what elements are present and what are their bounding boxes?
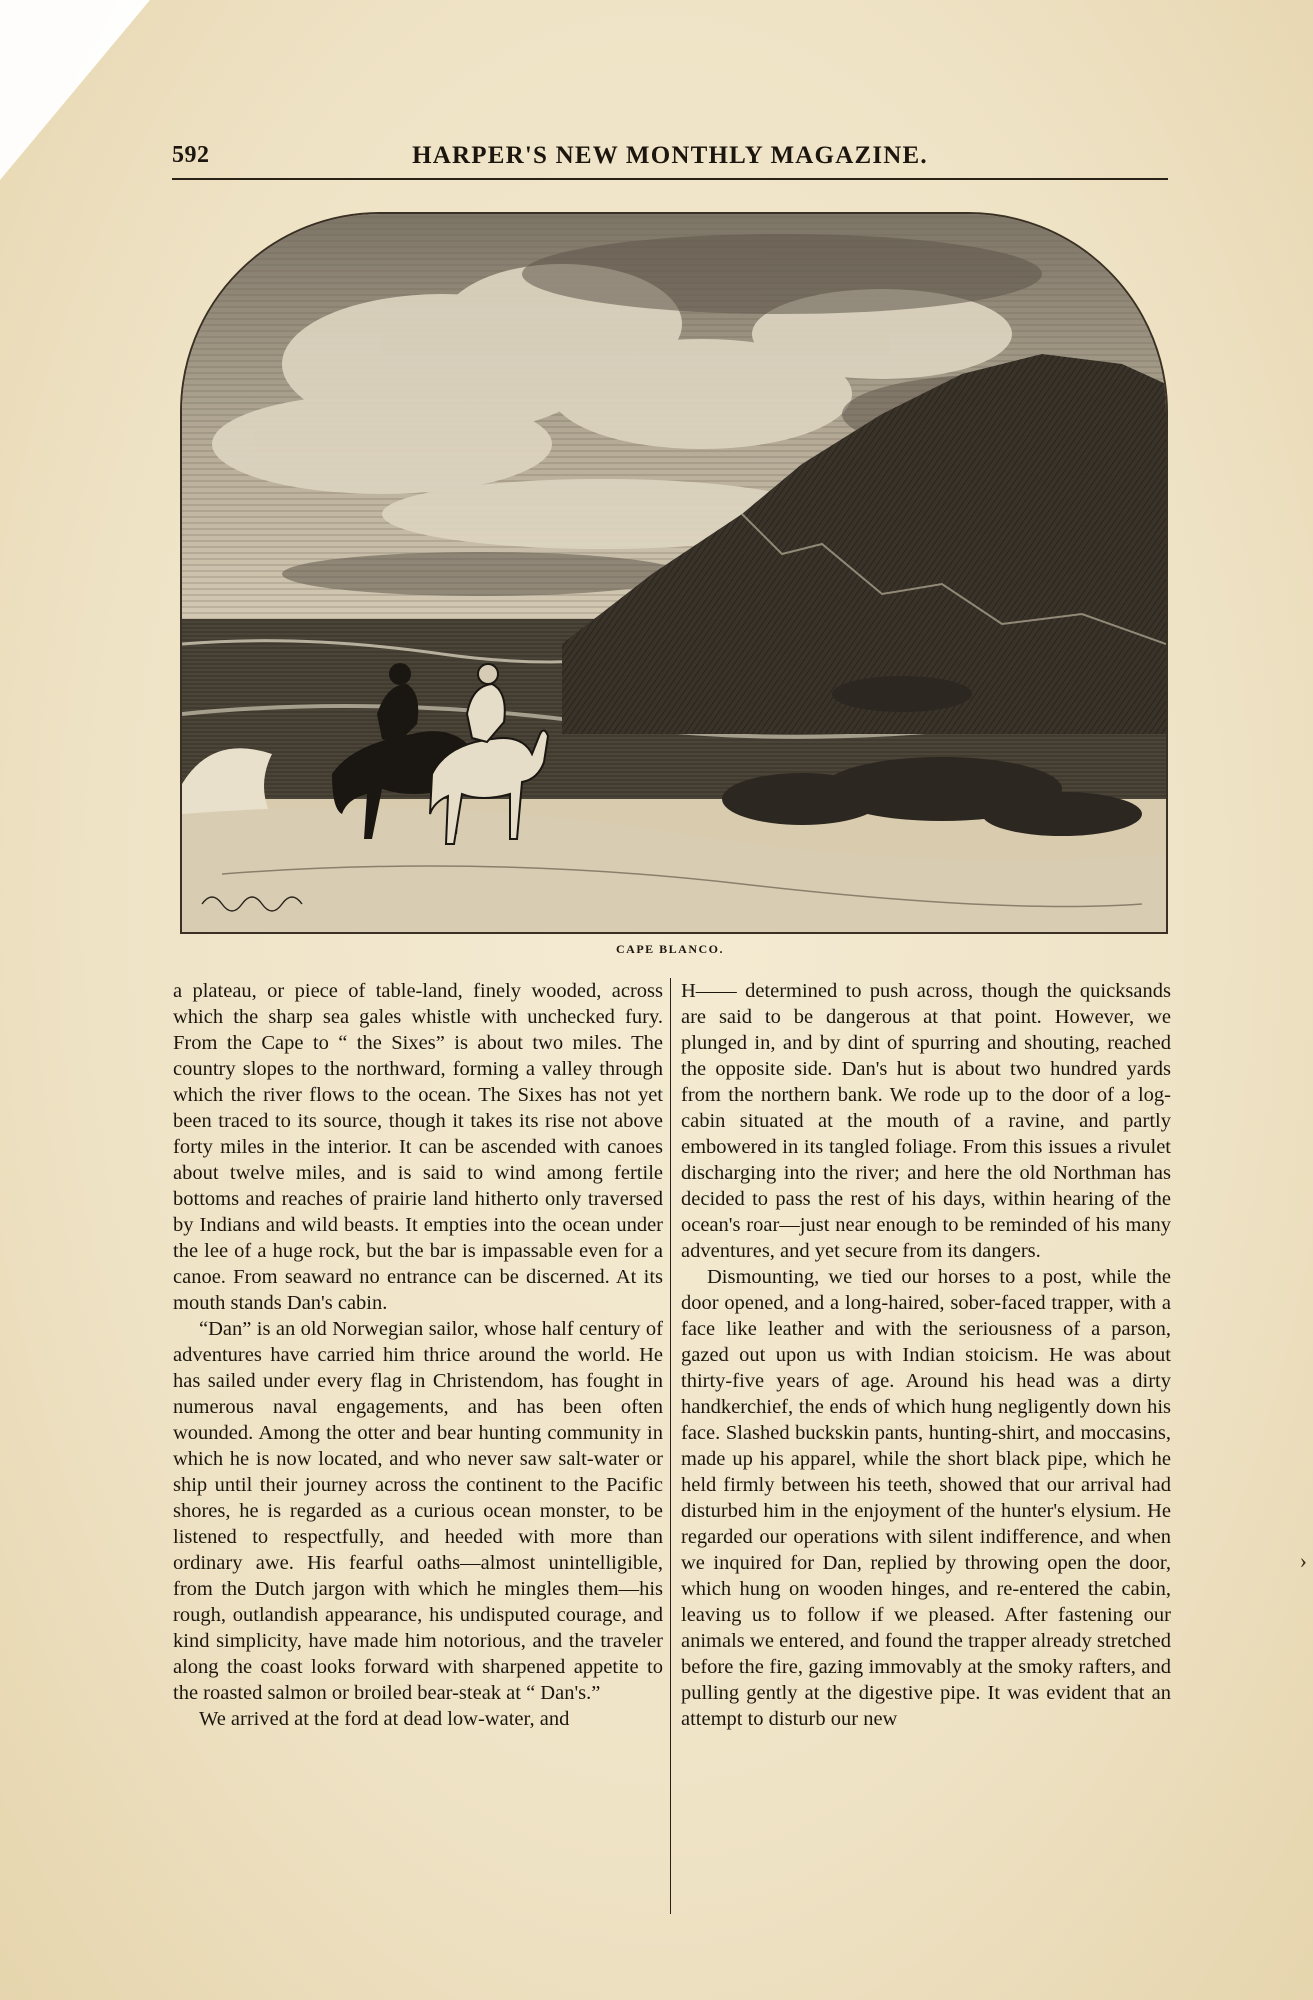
page-number: 592 [172, 142, 210, 168]
engraving-svg [182, 214, 1166, 932]
column-rule [670, 978, 671, 1914]
right-paragraph-1: H—— determined to push across, though the quicksands are said to be dangerous at that point. However, we plunged in, and by dint of spurring and shouting, reached the opposite side. Dan's hut is about two hundred yards from the northern bank. We rode up to the door of a log-cabin situated at the mouth of a ravine, and partly embowered in its tangled foliage. From this issues a rivulet discharging into the river; and here the old Northman has decided to pass the rest of his days, within hearing of the ocean's roar—just near enough to be reminded of his many adventures, and yet secure from its dangers. [681, 980, 1171, 1262]
left-paragraph-2: “Dan” is an old Norwegian sailor, whose half century of adventures have carried him thrice around the world. He has sailed under every flag in Christendom, has fought in numerous naval engagements, and has been often wounded. Among the otter and bear hunting community in which he is now located, and who never saw salt-water or ship until their journey across the continent to the Pacific shores, he is regarded as a curious ocean monster, to be listened to respectfully, and heeded with more than ordinary awe. His fearful oaths—almost unintelligible, from the Dutch jargon with which he mingles them—his rough, outlandish appearance, his undisputed courage, and kind simplicity, have made him notorious, and the traveler along the coast looks forward with sharpened appetite to the roasted salmon or broiled bear-steak at “ Dan's.” [173, 1318, 663, 1704]
margin-mark: › [1299, 1548, 1307, 1573]
header-rule [172, 178, 1168, 180]
left-paragraph-1: a plateau, or piece of table-land, finely wooded, across which the sharp sea gales whistle with unchecked fury. From the Cape to “ the Sixes” is about two miles. The country slopes to the northward, forming a valley through which the river flows to the ocean. The Sixes has not yet been traced to its source, though it takes its rise not above forty miles in the interior. It can be ascended with canoes about twelve miles, and is said to wind among fertile bottoms and reaches of prairie land hitherto only traversed by Indians and wild beasts. It empties into the ocean under the lee of a huge rock, but the bar is impassable even for a canoe. From seaward no entrance can be discerned. At its mouth stands Dan's cabin. [173, 980, 663, 1314]
torn-corner [0, 0, 150, 180]
left-paragraph-3: We arrived at the ford at dead low-water, and [199, 1708, 570, 1730]
illustration-caption: CAPE BLANCO. [615, 942, 724, 956]
left-column [173, 978, 663, 1732]
running-head: HARPER'S NEW MONTHLY MAGAZINE. [412, 142, 928, 169]
right-paragraph-2: Dismounting, we tied our horses to a post, while the door opened, and a long-haired, sober-faced trapper, with a face like leather and with the seriousness of a parson, gazed out upon us with Indian stoicism. He was about thirty-five years of age. Around his head was a dirty handkerchief, the ends of which hung negligently down his face. Slashed buckskin pants, hunting-shirt, and moccasins, made up his apparel, while the short black pipe, which he held firmly between his teeth, showed that our arrival had disturbed him in the enjoyment of the hunter's elysium. He regarded our operations with silent indifference, and when we inquired for Dan, replied by throwing open the door, which hung on wooden hinges, and re-entered the cabin, leaving us to follow if we pleased. After fastening our animals we entered, and found the trapper already stretched before the fire, gazing immovably at the smoky rafters, and pulling gently at the digestive pipe. It was evident that an attempt to disturb our new [681, 1266, 1171, 1730]
page-header [172, 140, 1168, 180]
right-column [681, 978, 1171, 1732]
engraving-cape-blanco [180, 212, 1168, 934]
